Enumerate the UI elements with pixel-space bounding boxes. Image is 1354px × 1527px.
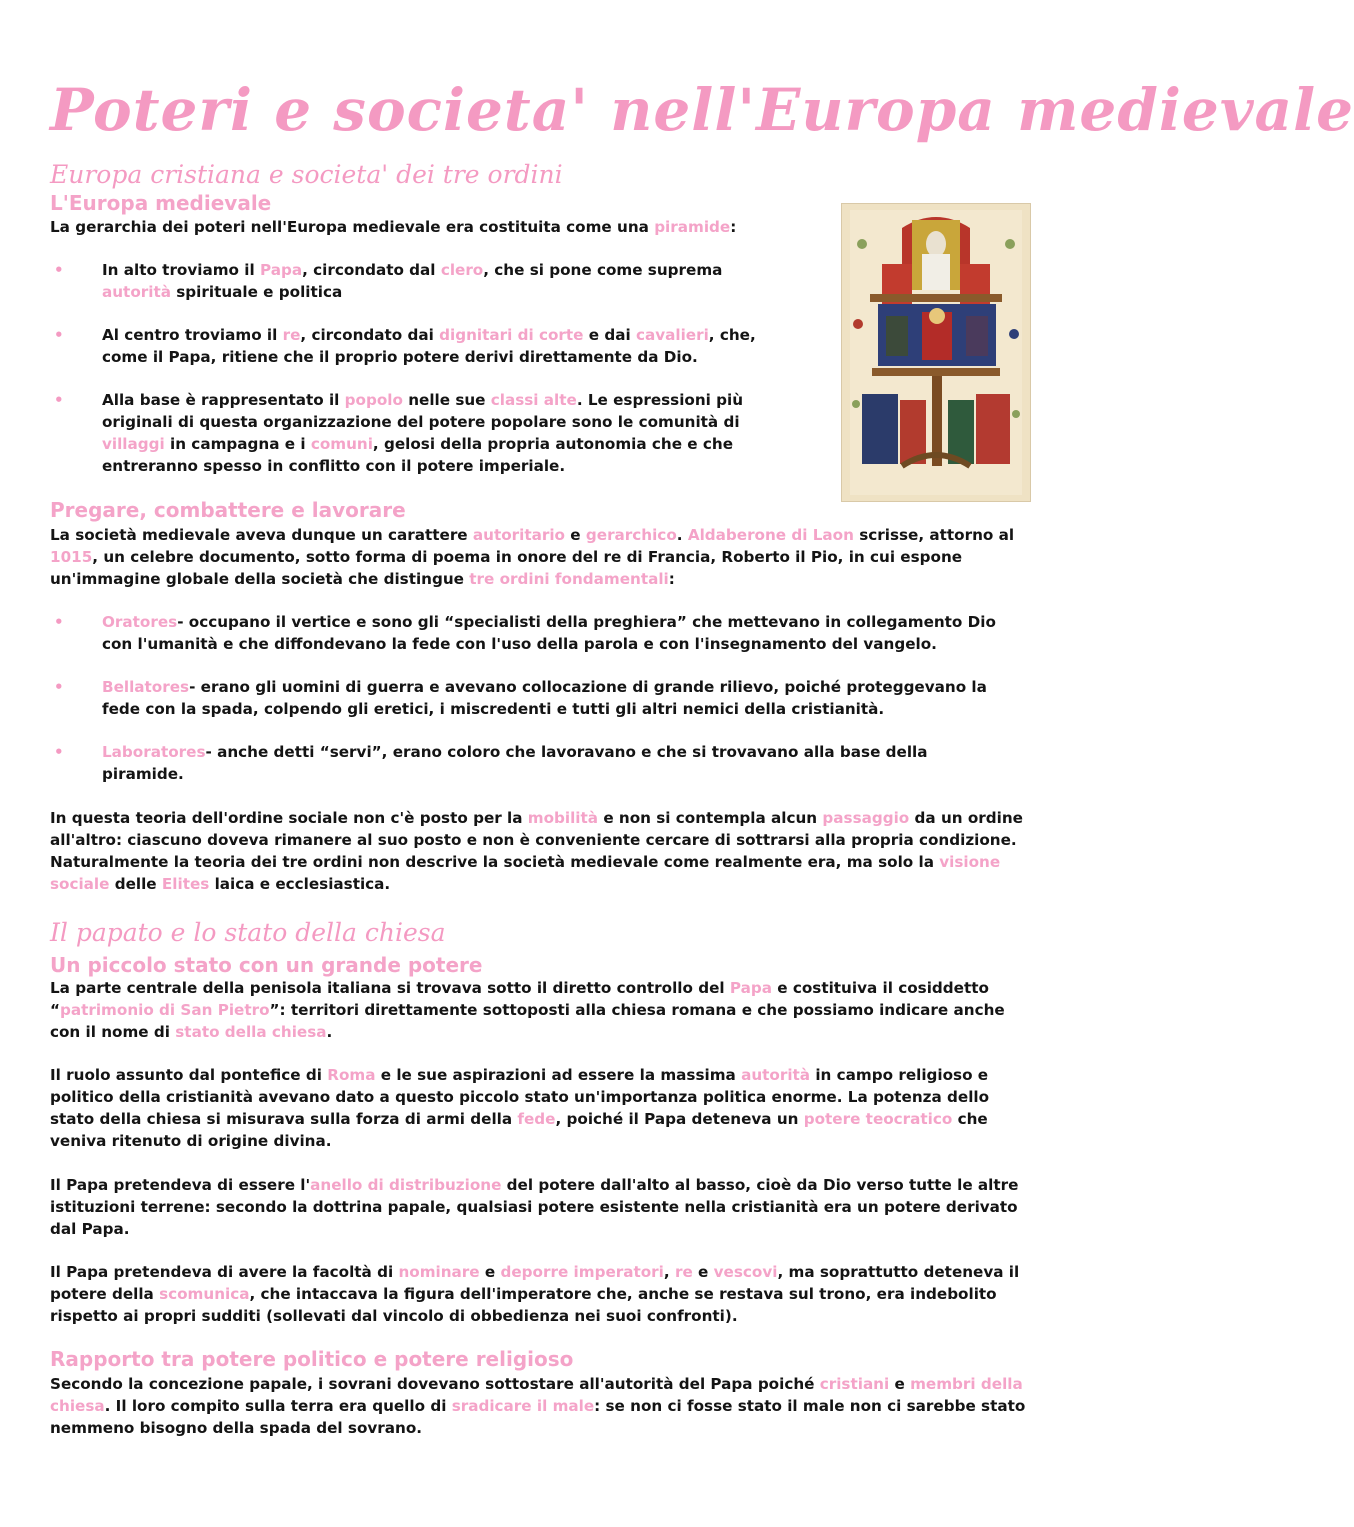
list-item: • Laboratores- anche detti “servi”, erano coloro che lavoravano e che si trovavano alla base della piramide. (54, 743, 928, 783)
teoria-paragraph: In questa teoria dell'ordine sociale non c'è posto per la mobilità e non si contempla alcun passaggio da un ordine all'altro: ciascuno doveva rimanere al suo posto e non è conveniente cercare di sottrarsi alla propria condizione. Naturalmente la teoria dei tre ordini non descrive la società medievale come realmente era, ma solo la visione sociale delle Elites laica e ecclesiastica. (50, 809, 1023, 893)
list-item: • Alla base è rappresentato il popolo nelle sue classi alte. Le espressioni più originali di questa organizzazione del potere popolare sono le comunità di villaggi in campagna e i comuni, gelosi della propria autonomia che e che entreranno spesso in conflitto con il potere imperiale. (54, 391, 744, 475)
stato-paragraph: La parte centrale della penisola italiana si trovava sotto il diretto controllo del Papa e costituiva il cosiddetto “patrimonio di San Pietro”: territori direttamente sottoposti alla chiesa romana e che possiamo indicare anche con il nome di stato della chiesa. (50, 979, 1005, 1041)
pregare-paragraph: La società medievale aveva dunque un carattere autoritario e gerarchico. Aldaberone di Laon scrisse, attorno al 1015, un celebre documento, sotto forma di poema in onore del re di Francia, Roberto il Pio, in cui espone un'immagine globale della società che distingue tre ordini fondamentali: (50, 526, 1015, 588)
ruolo-paragraph: Il ruolo assunto dal pontefice di Roma e le sue aspirazioni ad essere la massima autorità in campo religioso e politico della cristianità avevano dato a questo piccolo stato un'importanza politica enorme. La potenza dello stato della chiesa si misurava sulla forza di armi della fede, poiché il Papa deteneva un potere teocratico che veniva ritenuto di origine divina. (50, 1066, 990, 1150)
section-heading-europa-cristiana: Europa cristiana e societa' dei tre ordini (50, 160, 563, 189)
anello-paragraph: Il Papa pretendeva di essere l'anello di distribuzione del potere dall'alto al basso, cioè da Dio verso tutte le altre istituzioni terrene: secondo la dottrina papale, qualsiasi potere esistente nella cristianità era un potere derivato dal Papa. (50, 1176, 1019, 1238)
rapporto-paragraph: Secondo la concezione papale, i sovrani dovevano sottostare all'autorità del Papa poiché cristiani e membri della chiesa. Il loro compito sulla terra era quello di sradicare il male: se non ci fosse stato il male non ci sarebbe stato nemmeno bisogno della spada del sovrano. (50, 1375, 1026, 1437)
subheading-piccolo-stato: Un piccolo stato con un grande potere (50, 953, 483, 977)
list-item: • Oratores- occupano il vertice e sono gli “specialisti della preghiera” che mettevano in collegamento Dio con l'umanità e che diffondevano la fede con l'uso della parola e con l'insegnamento del vangelo. (54, 613, 996, 653)
subheading-pregare: Pregare, combattere e lavorare (50, 498, 406, 522)
page-title: Poteri e societa' nell'Europa medievale (50, 76, 1354, 144)
medieval-hierarchy-painting (841, 203, 1031, 502)
list-item: • Al centro troviamo il re, circondato dai dignitari di corte e dai cavalieri, che, come il Papa, ritiene che il proprio potere derivi direttamente da Dio. (54, 326, 756, 366)
subheading-rapporto: Rapporto tra potere politico e potere religioso (50, 1347, 574, 1371)
scomunica-paragraph: Il Papa pretendeva di avere la facoltà di nominare e deporre imperatori, re e vescovi, ma soprattutto deteneva il potere della scomunica, che intaccava la figura dell'imperatore che, anche se restava sul trono, era indebolito rispetto ai propri sudditi (sollevati dal vincolo di obbedienza nei suoi confronti). (50, 1263, 1020, 1325)
intro-paragraph: La gerarchia dei poteri nell'Europa medievale era costituita come una piramide: (50, 218, 737, 236)
section-heading-papato: Il papato e lo stato della chiesa (50, 918, 446, 947)
list-item: • In alto troviamo il Papa, circondato dal clero, che si pone come suprema autorità spirituale e politica (54, 261, 723, 301)
list-item: • Bellatores- erano gli uomini di guerra e avevano collocazione di grande rilievo, poiché proteggevano la fede con la spada, colpendo gli eretici, i miscredenti e tutti gli altri nemici della cristianità. (54, 678, 987, 718)
subheading-europa-medievale: L'Europa medievale (50, 191, 272, 215)
